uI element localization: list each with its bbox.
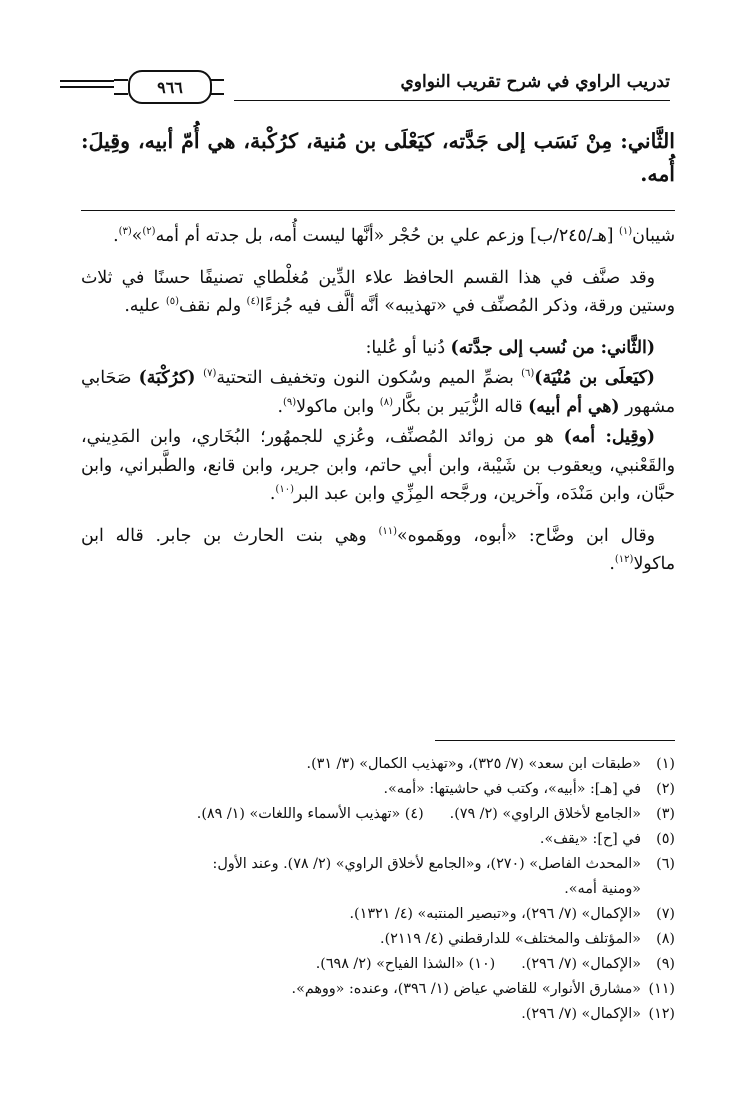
footnote-text: في [ح]: «يقف». [539, 831, 641, 847]
footnote-text: «المحدث الفاصل» (٢٧٠)، و«الجامع لأخلاق الراوي» (٢/ ٧٨). وعند الأول: [212, 856, 641, 872]
footnote-text [75, 952, 641, 977]
paragraph [81, 522, 675, 579]
footnote-ref: (٨) [379, 396, 393, 408]
footnote-ref: (٩) [282, 396, 297, 408]
text: . [269, 484, 276, 504]
ornament-right [210, 79, 224, 95]
matn-divider [81, 210, 675, 211]
header-underline [234, 100, 670, 101]
footnote-ref: (٤) [246, 296, 260, 308]
ornament-left [114, 79, 128, 95]
text: [هـ/٢٤٥/ب] وزعم علي بن حُجْر «أنَّها ليست أُمه، بل جدته أم أمه [155, 226, 619, 246]
text: بضمِّ الميم وسُكون النون وتخفيف التحتية [216, 368, 522, 388]
matn-quote: (كرُكْبَة) [138, 368, 204, 388]
text: ولم نقف [179, 296, 247, 316]
text: وقال ابن وضَّاح: «أبوه، ووهَموه» [397, 525, 655, 546]
footnote [75, 777, 675, 802]
footnote-ref: (١٢) [614, 554, 634, 566]
footnote-number: (٨) [656, 931, 675, 947]
matn-quote: (وقِيل: أمه) [563, 427, 655, 447]
footnote-text: «المؤتلف والمختلف» للدارقطني (٤/ ٢١١٩). [380, 931, 641, 947]
footnote-number: (١١) [648, 981, 675, 997]
footnote-continuation [75, 877, 675, 902]
text: . [113, 226, 119, 246]
text: . [277, 396, 283, 417]
footnote [75, 977, 675, 1002]
footnote-ref: (٧) [203, 368, 217, 380]
footnote-text: «ومنية أمه». [564, 881, 641, 897]
footnote-text: «الإكمال» (٧/ ٢٩٦). [521, 1006, 641, 1022]
footnote-ref: (٢) [142, 226, 156, 238]
footnote-number: (٩) [656, 956, 675, 972]
page-number: ٩٦٦ [128, 70, 212, 104]
footnote [75, 1002, 675, 1027]
footnote [75, 902, 675, 927]
matn-line: الثَّاني: مِنْ نَسَب إلى جَدَّته، كيَعْلَى بن مُنية، كرُكْبة، هي أُمّ أبيه، [137, 129, 675, 153]
commentary [81, 222, 675, 592]
footnote [75, 802, 675, 827]
header-rule [60, 80, 114, 82]
text: صَحَابي مشهور [81, 368, 675, 417]
text: وقد صنَّف في هذا القسم الحافظ علاء الدِّين مُغلْطاي تصنيفًا حسنًا في ثلاث وستين ورقة، وذكر المُصنِّف في «تهذيبه» أنَّه ألَّف فيه جُزءًا [81, 267, 675, 316]
footnote-divider [435, 740, 675, 741]
text: » [131, 226, 143, 246]
page-header [60, 70, 670, 106]
footnote-text: «الجامع لأخلاق الراوي» (٢/ ٧٩). [449, 806, 641, 822]
footnote [75, 952, 675, 977]
paragraph [81, 423, 675, 509]
footnote-ref: (١٠) [275, 484, 294, 496]
footnote-text [75, 802, 641, 827]
footnote-ref: (١١) [378, 525, 398, 537]
text: وابن ماكولا [296, 396, 380, 417]
footnote-ref: (٦) [521, 368, 535, 380]
footnote-text: «طبقات ابن سعد» (٧/ ٣٢٥)، و«تهذيب الكمال» (٣/ ٣١). [306, 756, 641, 772]
footnote-text: (١٠) «الشذا الفياح» (٢/ ٦٩٨). [315, 956, 496, 972]
text: شيبان [632, 226, 675, 246]
footnote [75, 927, 675, 952]
footnote-text: «الإكمال» (٧/ ٢٩٦)، و«تبصير المنتبه» (٤/ ١٣٢١). [349, 906, 641, 922]
footnote-number: (٧) [656, 906, 675, 922]
footnote-text: «الإكمال» (٧/ ٢٩٦). [521, 956, 641, 972]
matn-quote: (هي أم أبيه) [528, 396, 620, 417]
text: وهي بنت الحارث بن جابر. قاله ابن ماكولا [81, 525, 675, 574]
matn-quote: (كيَعلَى بن مُنْيَة) [534, 368, 655, 388]
text: عليه. [124, 296, 166, 316]
footnote-ref: (١) [618, 226, 633, 238]
footnote-number: (١٢) [648, 1006, 675, 1022]
footnote [75, 752, 675, 777]
footnote-number: (١) [656, 756, 675, 772]
matn-quote: (الثَّاني: من نُسب إلى جدَّته) [450, 337, 655, 358]
text: دُنيا أو عُليا: [365, 337, 451, 358]
matn-text [81, 125, 675, 191]
footnote-number: (٦) [656, 856, 675, 872]
footnote-ref: (٥) [165, 296, 179, 308]
footnote [75, 852, 675, 877]
paragraph [81, 222, 675, 251]
text: هو من زوائد المُصنِّف، وعُزي للجمهُور؛ البُخَاري، وابن المَدِيني، والقَعْنبي، ويعقوب بن شَيْبة، وابن أبي حاتم، وابن جرير، وابن قانع، والطَّبراني، وابن حبَّان، وابن مَنْدَه، وآخرين، ورجَّحه المِزِّي وابن عبد البر [81, 427, 675, 504]
footnotes [75, 752, 675, 1027]
running-title: تدريب الراوي في شرح تقريب النواوي [400, 72, 670, 92]
footnote [75, 827, 675, 852]
footnote-ref: (٣) [118, 226, 132, 238]
footnote-text: (٤) «تهذيب الأسماء واللغات» (١/ ٨٩). [196, 806, 424, 822]
paragraph [81, 334, 675, 363]
paragraph [81, 264, 675, 321]
text: . [609, 554, 615, 574]
matn-line: وقِيلَ: أُمه. [81, 129, 675, 186]
header-rule [60, 86, 114, 88]
paragraph [81, 364, 675, 421]
footnote-text: في [هـ]: «أبيه»، وكتب في حاشيتها: «أمه». [383, 781, 641, 797]
footnote-text: «مشارق الأنوار» للقاضي عياض (١/ ٣٩٦)، وعنده: «ووهم». [291, 981, 641, 997]
text: قاله الزُّبَير بن بكَّار [392, 396, 529, 417]
footnote-number: (٢) [656, 781, 675, 797]
footnote-number: (٣) [656, 806, 675, 822]
footnote-number: (٥) [656, 831, 675, 847]
